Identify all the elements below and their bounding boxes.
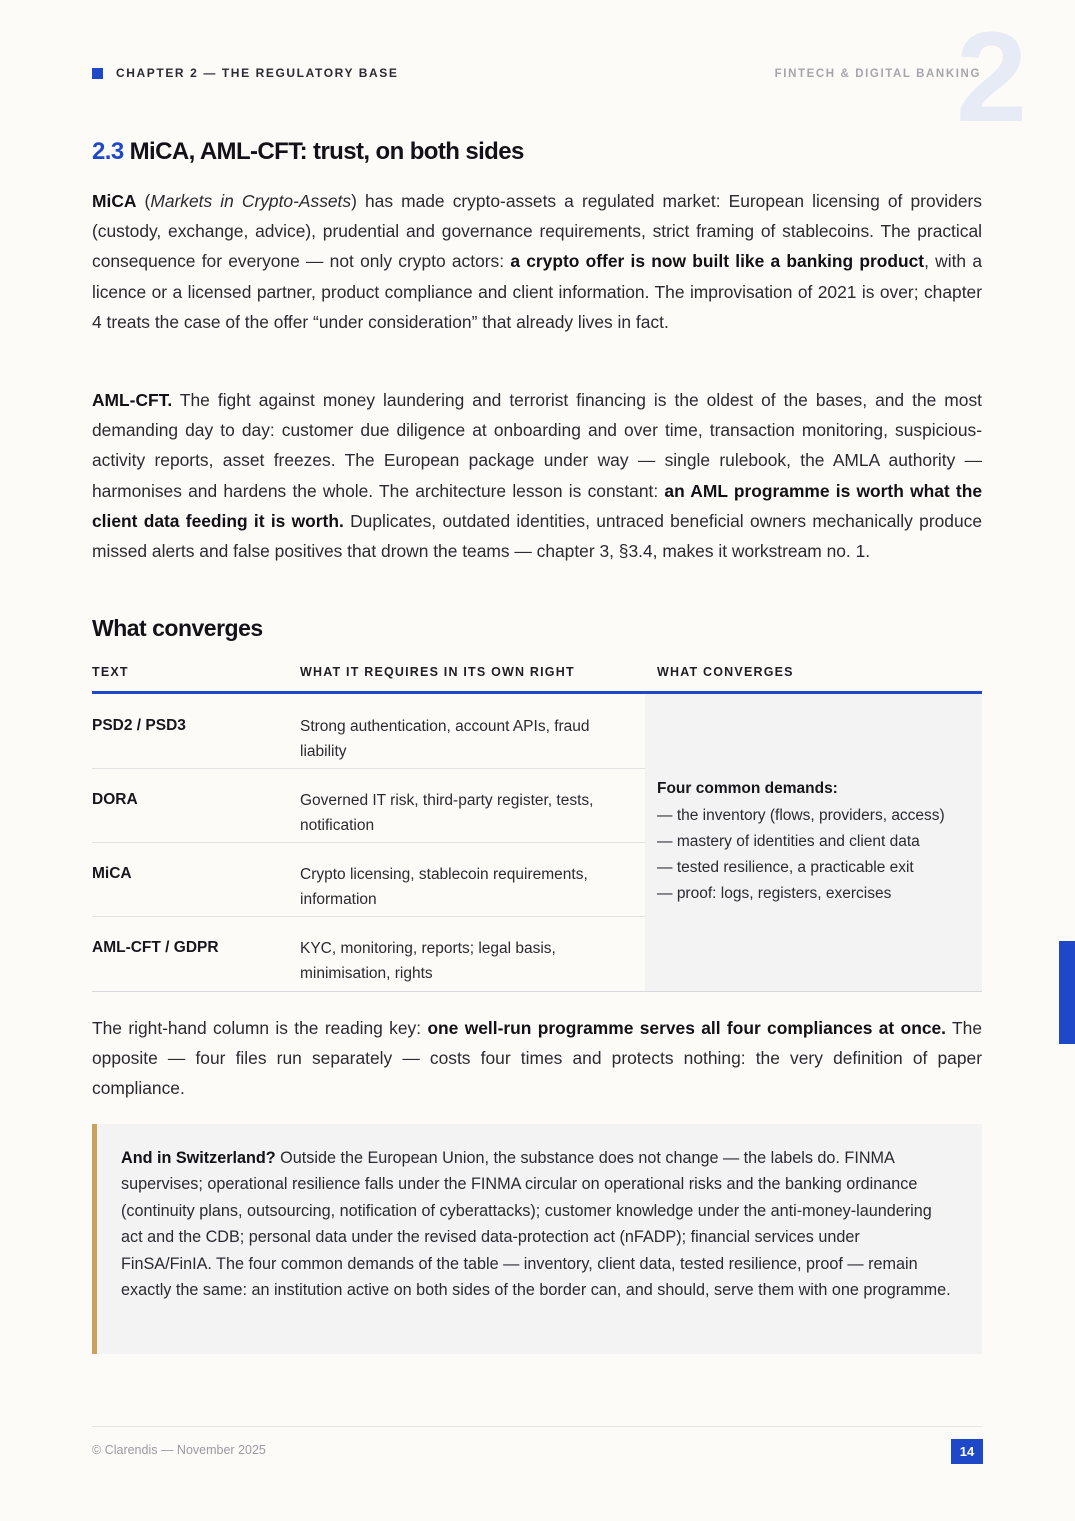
aml-text-2: Duplicates, outdated identities, untraced beneficial owners mechanically produce missed alerts and false positives that drown the teams — chapter 3, §3.4, makes it workstream no. 1. [92, 510, 982, 562]
footer-rule [92, 1426, 982, 1427]
aml-text-1: The fight against money laundering and terrorist financing is the oldest of the bases, and the most demanding day to day: customer due diligence at onboarding and over time, transaction monitoring, suspicious-activity reports, asset freezes. The European package under way — single rulebook, the AMLA authority — harmonises and hardens the whole. The architecture lesson is constant: [92, 390, 982, 501]
mica-text-1: ) has made crypto-assets a regulated market: European licensing of providers (custody, exchange, advice), prudential and governance requirements, strict framing of stablecoins. The practical consequence for everyone — not only crypto actors: [92, 191, 983, 272]
common-demands-title: Four common demands: [657, 780, 838, 797]
reading-key-paragraph [92, 1013, 982, 1104]
chapter-marker [92, 68, 103, 79]
list-item: — the inventory (flows, providers, access) [657, 803, 945, 829]
table-row [92, 768, 645, 843]
col-header-converges: WHAT CONVERGES [657, 665, 794, 679]
callout-body: Outside the European Union, the substance does not change — the labels do. FINMA supervises; operational resilience falls under the FINMA circular on operational risks and the banking ordinance (continuity plans, outsourcing, notification of cyberattacks); customer knowledge under the anti-money-laundering act and the CDB; personal data under the revised data-protection act (nFADP); financial services under FinSA/FinIA. The four common demands of the table — inventory, client data, tested resilience, proof — remain exactly the same: an institution active on both sides of the border can, and should, serve them with one programme. [121, 1149, 951, 1300]
mica-text-2: , with a licence or a licensed partner, product compliance and client information. The improvisation of 2021 is over; chapter 4 treats the case of the offer “under consideration” that already lives in fact. [92, 251, 983, 332]
mica-term: MiCA [92, 191, 137, 211]
chapter-label: CHAPTER 2 — THE REGULATORY BASE [116, 66, 399, 80]
switzerland-callout [92, 1124, 982, 1354]
table-bottom-rule [92, 991, 982, 992]
book-title: FINTECH & DIGITAL BANKING [774, 68, 981, 80]
page-number: 14 [951, 1439, 983, 1464]
row-requires: KYC, monitoring, reports; legal basis, minimisation, rights [300, 940, 556, 982]
chapter-side-tab [1059, 941, 1075, 1044]
aml-term: AML-CFT. [92, 390, 173, 410]
callout-title: And in Switzerland? [121, 1149, 276, 1167]
key-text-2: The opposite — four files run separately — costs four times and protects nothing: the very definition of paper compliance. [92, 1018, 983, 1099]
row-requires: Governed IT risk, third-party register, tests, notification [300, 792, 594, 834]
row-text: DORA [92, 791, 138, 808]
mica-bold: a crypto offer is now built like a banking product [510, 251, 925, 272]
converges-table [92, 656, 982, 992]
list-item: — mastery of identities and client data [657, 829, 945, 855]
col-header-requires: WHAT IT REQUIRES IN ITS OWN RIGHT [300, 665, 575, 679]
table-row [92, 916, 645, 990]
row-requires: Strong authentication, account APIs, fraud liability [300, 718, 590, 760]
list-item: — proof: logs, registers, exercises [657, 881, 945, 907]
mica-paragraph [92, 186, 982, 337]
converges-title: What converges [92, 615, 263, 641]
section-title [92, 138, 524, 166]
mica-open: ( [136, 191, 151, 211]
mica-gloss: Markets in Crypto-Assets [150, 191, 352, 211]
col-header-text: TEXT [92, 665, 129, 679]
list-item: — tested resilience, a practicable exit [657, 855, 945, 881]
section-number: 2.3 [92, 138, 124, 165]
row-text: PSD2 / PSD3 [92, 717, 186, 734]
key-bold: one well-run programme serves all four compliances at once. [427, 1018, 946, 1038]
section-title-text: MiCA, AML-CFT: trust, on both sides [129, 138, 524, 165]
row-text: AML-CFT / GDPR [92, 939, 219, 956]
aml-bold: an AML programme is worth what the client data feeding it is worth. [92, 480, 982, 531]
chapter-number: 2 [956, 6, 1024, 149]
callout-text [121, 1145, 951, 1303]
key-text-1: The right-hand column is the reading key: [92, 1018, 428, 1038]
common-demands-list [657, 803, 945, 907]
table-row [92, 694, 645, 769]
row-requires: Crypto licensing, stablecoin requirements, information [300, 866, 588, 908]
row-text: MiCA [92, 865, 132, 882]
footer-copyright: © Clarendis — November 2025 [92, 1443, 266, 1457]
aml-paragraph [92, 385, 982, 566]
table-row [92, 842, 645, 917]
